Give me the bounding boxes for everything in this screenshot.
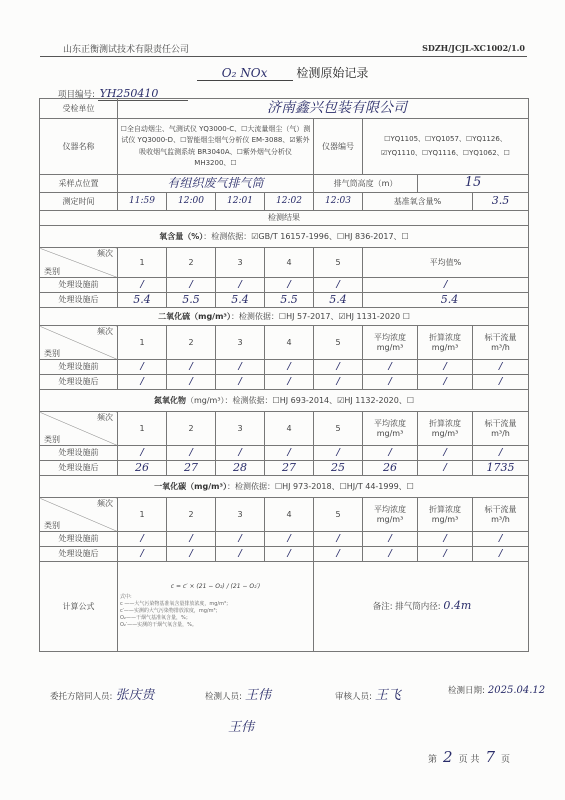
- co-col-2: 2: [167, 498, 216, 532]
- tester-value: 王伟: [244, 688, 271, 703]
- o2-before-1: /: [118, 278, 167, 293]
- row-calc: [40, 562, 529, 652]
- o2-before-2: /: [167, 278, 216, 293]
- so2-col-1: 1: [118, 326, 167, 360]
- nox-col-header: [40, 412, 529, 446]
- calc-label: 计算公式: [40, 562, 118, 652]
- so2-before-avg: /: [363, 360, 418, 375]
- page-mid: 页 共: [458, 755, 480, 765]
- o2-col-4: 4: [265, 248, 314, 278]
- co-flow-unit: m³/h: [491, 514, 510, 524]
- nox-before-avg: /: [363, 446, 418, 461]
- nox-after-1: 26: [118, 461, 167, 476]
- so2-freq-label: 频次: [97, 327, 113, 336]
- nox-after-4: 27: [265, 461, 314, 476]
- nox-diag-cell: [40, 412, 118, 446]
- row-result-title: [40, 211, 529, 226]
- page-title: [0, 64, 565, 81]
- oxygen-base-label: 基准氧含量%: [363, 193, 473, 211]
- nox-row-before: [40, 446, 529, 461]
- o2-avg-header: 平均值%: [363, 248, 529, 278]
- site-value: 有组织废气排气筒: [118, 175, 314, 193]
- time-label: 测定时间: [40, 193, 118, 211]
- co-flow-header: [473, 498, 529, 532]
- o2-before-3: /: [216, 278, 265, 293]
- nox-before-5: /: [314, 446, 363, 461]
- so2-before-1: /: [118, 360, 167, 375]
- document-code: SDZH/JCJL-XC1002/1.0: [422, 43, 525, 53]
- so2-after-3: /: [216, 375, 265, 390]
- nox-before-4: /: [265, 446, 314, 461]
- nox-after-label: 处理设施后: [40, 461, 118, 476]
- calc-note-cell: [314, 562, 529, 652]
- so2-conv-label: 折算浓度: [429, 333, 461, 343]
- o2-before-4: /: [265, 278, 314, 293]
- so2-before-4: /: [265, 360, 314, 375]
- height-label: 排气筒高度（m）: [314, 175, 418, 193]
- so2-after-2: /: [167, 375, 216, 390]
- nox-before-conv: /: [418, 446, 473, 461]
- test-date: [448, 684, 545, 696]
- so2-after-4: /: [265, 375, 314, 390]
- site-label: 采样点位置: [40, 175, 118, 193]
- title-handwritten-item: O₂ NOx: [197, 66, 293, 81]
- co-conv-header: [418, 498, 473, 532]
- date-value: 2025.04.12: [487, 685, 546, 696]
- reviewer-signature: [335, 684, 401, 703]
- project-number-value: YH250410: [98, 87, 189, 101]
- co-after-avg: /: [363, 547, 418, 562]
- nox-after-3: 28: [216, 461, 265, 476]
- second-signature: 王伟: [228, 720, 255, 735]
- unit-value: 济南鑫兴包装有限公司: [118, 99, 529, 119]
- co-category-label: 类别: [44, 520, 60, 530]
- so2-section-header: [40, 308, 529, 326]
- o2-after-avg: 5.4: [363, 293, 529, 308]
- so2-col-5: 5: [314, 326, 363, 360]
- o2-row-after: [40, 293, 529, 308]
- so2-before-3: /: [216, 360, 265, 375]
- co-after-flow: /: [473, 547, 529, 562]
- so2-avg-unit: mg/m³: [376, 342, 404, 352]
- project-number-label: 项目编号:: [58, 90, 95, 100]
- co-basis: [40, 476, 529, 498]
- calc-formula-legend: [120, 594, 311, 629]
- so2-col-2: 2: [167, 326, 216, 360]
- nox-conv-unit: mg/m³: [431, 428, 459, 438]
- co-col-header: [40, 498, 529, 532]
- co-after-5: /: [314, 547, 363, 562]
- calc-line-3: c′——实测的大气污染物排放浓度，mg/m³；: [120, 608, 221, 615]
- co-before-3: /: [216, 532, 265, 547]
- o2-category-label: 类别: [44, 266, 60, 276]
- so2-flow-unit: m³/h: [491, 342, 510, 352]
- o2-freq-label: 频次: [97, 249, 113, 258]
- note-label: 备注:: [372, 602, 393, 613]
- calc-line-2: c ——大气污染物基准氧含量排放浓度，mg/m³；: [120, 601, 231, 608]
- nox-flow-header: [473, 412, 529, 446]
- co-before-avg: /: [363, 532, 418, 547]
- note-text: 排气筒内径:: [395, 602, 441, 613]
- nox-col-5: 5: [314, 412, 363, 446]
- row-instrument: [40, 119, 529, 175]
- co-section-header: [40, 476, 529, 498]
- co-row-after: [40, 547, 529, 562]
- time-1: 11:59: [118, 193, 167, 211]
- client-signature: [50, 684, 154, 703]
- nox-after-5: 25: [314, 461, 363, 476]
- so2-category-label: 类别: [44, 348, 60, 358]
- so2-before-flow: /: [473, 360, 529, 375]
- o2-row-before: [40, 278, 529, 293]
- calc-line-5: O₂′——实测的干烟气氧含量，%。: [120, 622, 197, 629]
- co-after-3: /: [216, 547, 265, 562]
- so2-title: 二氧化硫（mg/m³）: [158, 311, 231, 321]
- reviewer-label: 审核人员:: [335, 692, 372, 702]
- o2-after-1: 5.4: [118, 293, 167, 308]
- co-avg-label: 平均浓度: [374, 505, 406, 515]
- so2-after-conv: /: [418, 375, 473, 390]
- nox-col-3: 3: [216, 412, 265, 446]
- oxygen-base-value: 3.5: [473, 193, 529, 211]
- co-avg-header: [363, 498, 418, 532]
- instrument-no-label: 仪器编号: [314, 119, 363, 175]
- nox-after-conv: /: [418, 461, 473, 476]
- so2-basis: [40, 308, 529, 326]
- tester-signature: [205, 684, 271, 703]
- so2-before-label: 处理设施前: [40, 360, 118, 375]
- calc-formula-cell: [118, 562, 314, 652]
- calc-line-4: O₂——干烟气基准氧含量，%；: [120, 615, 191, 622]
- so2-before-2: /: [167, 360, 216, 375]
- co-title: 一氧化碳（mg/m³）: [154, 481, 227, 491]
- client-value: 张庆贵: [115, 688, 155, 703]
- co-freq-label: 频次: [97, 499, 113, 508]
- so2-after-5: /: [314, 375, 363, 390]
- co-col-3: 3: [216, 498, 265, 532]
- o2-after-4: 5.5: [265, 293, 314, 308]
- co-col-4: 4: [265, 498, 314, 532]
- co-before-1: /: [118, 532, 167, 547]
- co-before-conv: /: [418, 532, 473, 547]
- nox-avg-unit: mg/m³: [376, 428, 404, 438]
- so2-conv-unit: mg/m³: [431, 342, 459, 352]
- co-after-label: 处理设施后: [40, 547, 118, 562]
- instrument-label: 仪器名称: [40, 119, 118, 175]
- co-after-conv: /: [418, 547, 473, 562]
- so2-after-avg: /: [363, 375, 418, 390]
- nox-col-2: 2: [167, 412, 216, 446]
- row-unit: [40, 99, 529, 119]
- so2-col-4: 4: [265, 326, 314, 360]
- nox-avg-label: 平均浓度: [374, 419, 406, 429]
- co-flow-label: 标干流量: [484, 505, 517, 515]
- co-avg-unit: mg/m³: [376, 514, 404, 524]
- time-5: 12:03: [314, 193, 363, 211]
- nox-before-2: /: [167, 446, 216, 461]
- so2-col-3: 3: [216, 326, 265, 360]
- nox-before-label: 处理设施前: [40, 446, 118, 461]
- nox-section-header: [40, 390, 529, 412]
- instrument-options: ☐全自动烟尘、气测试仪 YQ3000-C、☐大流量烟尘（气）测试仪 YQ3000-D、☐智能烟尘烟气分析仪 EM-3088、☑紫外吸收烟气监测系统 BR3040A、☐紫外烟气分析仪 MH3200、☐: [118, 119, 314, 175]
- page-current: 2: [443, 748, 453, 766]
- nox-after-2: 27: [167, 461, 216, 476]
- o2-col-3: 3: [216, 248, 265, 278]
- co-conv-unit: mg/m³: [431, 514, 459, 524]
- unit-label: 受检单位: [40, 99, 118, 119]
- page-total: 7: [485, 748, 495, 766]
- nox-before-1: /: [118, 446, 167, 461]
- co-conv-label: 折算浓度: [429, 505, 461, 515]
- so2-before-5: /: [314, 360, 363, 375]
- so2-before-conv: /: [418, 360, 473, 375]
- calc-line-1: 式中:: [120, 594, 132, 601]
- o2-section-header: [40, 226, 529, 248]
- row-time: [40, 193, 529, 211]
- nox-basis-text: ：检测依据：☐HJ 693-2014、☑HJ 1132-2020、☐: [224, 395, 415, 405]
- co-before-flow: /: [473, 532, 529, 547]
- co-before-4: /: [265, 532, 314, 547]
- tester-label: 检测人员:: [205, 692, 242, 702]
- height-value: 15: [418, 175, 529, 193]
- o2-col-2: 2: [167, 248, 216, 278]
- nox-flow-label: 标干流量: [484, 419, 517, 429]
- so2-col-header: [40, 326, 529, 360]
- nox-title: 氮氧化物: [153, 395, 186, 405]
- co-before-2: /: [167, 532, 216, 547]
- instrument-no-options: ☐YQ1105、☐YQ1057、☐YQ1126、☑YQ1110、☐YQ1116、☐YQ1062、☐: [363, 119, 529, 175]
- o2-diag-cell: [40, 248, 118, 278]
- so2-after-flow: /: [473, 375, 529, 390]
- record-table: [39, 98, 529, 652]
- nox-basis: [40, 390, 529, 412]
- co-basis-text: ：检测依据：☐HJ 973-2018、☐HJ/T 44-1999、☐: [226, 481, 414, 491]
- nox-unit: （mg/m³）: [185, 395, 225, 405]
- so2-after-label: 处理设施后: [40, 375, 118, 390]
- nox-freq-label: 频次: [97, 413, 113, 422]
- company-name: 山东正衡测试技术有限责任公司: [63, 45, 190, 55]
- so2-row-after: [40, 375, 529, 390]
- nox-avg-header: [363, 412, 418, 446]
- o2-col-header: [40, 248, 529, 278]
- time-2: 12:00: [167, 193, 216, 211]
- nox-flow-unit: m³/h: [491, 428, 510, 438]
- page-number: [428, 748, 510, 766]
- result-title: 检测结果: [40, 211, 529, 226]
- so2-after-1: /: [118, 375, 167, 390]
- so2-diag-cell: [40, 326, 118, 360]
- row-site: [40, 175, 529, 193]
- nox-conv-label: 折算浓度: [429, 419, 461, 429]
- o2-before-label: 处理设施前: [40, 278, 118, 293]
- client-label: 委托方陪同人员:: [50, 692, 113, 702]
- so2-flow-label: 标干流量: [484, 333, 517, 343]
- co-col-5: 5: [314, 498, 363, 532]
- title-text: 检测原始记录: [296, 66, 369, 80]
- page-suffix: 页: [500, 755, 510, 765]
- nox-before-3: /: [216, 446, 265, 461]
- co-row-before: [40, 532, 529, 547]
- time-3: 12:01: [216, 193, 265, 211]
- co-after-2: /: [167, 547, 216, 562]
- nox-category-label: 类别: [44, 434, 60, 444]
- reviewer-value: 王飞: [374, 688, 401, 703]
- nox-after-avg: 26: [363, 461, 418, 476]
- calc-formula-main: c = c′ × (21 − O₂) / (21 − O₂′): [170, 582, 261, 590]
- o2-title: 氧含量（%）: [159, 231, 204, 241]
- nox-row-after: [40, 461, 529, 476]
- co-after-4: /: [265, 547, 314, 562]
- o2-before-5: /: [314, 278, 363, 293]
- co-after-1: /: [118, 547, 167, 562]
- o2-after-label: 处理设施后: [40, 293, 118, 308]
- o2-col-5: 5: [314, 248, 363, 278]
- o2-basis: [40, 226, 529, 248]
- o2-col-1: 1: [118, 248, 167, 278]
- o2-basis-text: ：检测依据：☑GB/T 16157-1996、☐HJ 836-2017、☐: [203, 231, 409, 241]
- note-value: 0.4m: [443, 599, 472, 613]
- o2-after-5: 5.4: [314, 293, 363, 308]
- co-before-label: 处理设施前: [40, 532, 118, 547]
- o2-before-avg: /: [363, 278, 529, 293]
- so2-row-before: [40, 360, 529, 375]
- date-label: 检测日期:: [448, 686, 485, 696]
- nox-col-1: 1: [118, 412, 167, 446]
- nox-conv-header: [418, 412, 473, 446]
- so2-conv-header: [418, 326, 473, 360]
- co-col-1: 1: [118, 498, 167, 532]
- so2-avg-header: [363, 326, 418, 360]
- time-4: 12:02: [265, 193, 314, 211]
- header-rule: [40, 56, 527, 57]
- so2-basis-text: ：检测依据：☐HJ 57-2017、☑HJ 1131-2020 ☐: [230, 311, 410, 321]
- so2-flow-header: [473, 326, 529, 360]
- o2-after-3: 5.4: [216, 293, 265, 308]
- nox-before-flow: /: [473, 446, 529, 461]
- so2-avg-label: 平均浓度: [374, 333, 406, 343]
- nox-after-flow: 1735: [473, 461, 529, 476]
- nox-col-4: 4: [265, 412, 314, 446]
- page-prefix: 第: [428, 755, 438, 765]
- co-diag-cell: [40, 498, 118, 532]
- o2-after-2: 5.5: [167, 293, 216, 308]
- co-before-5: /: [314, 532, 363, 547]
